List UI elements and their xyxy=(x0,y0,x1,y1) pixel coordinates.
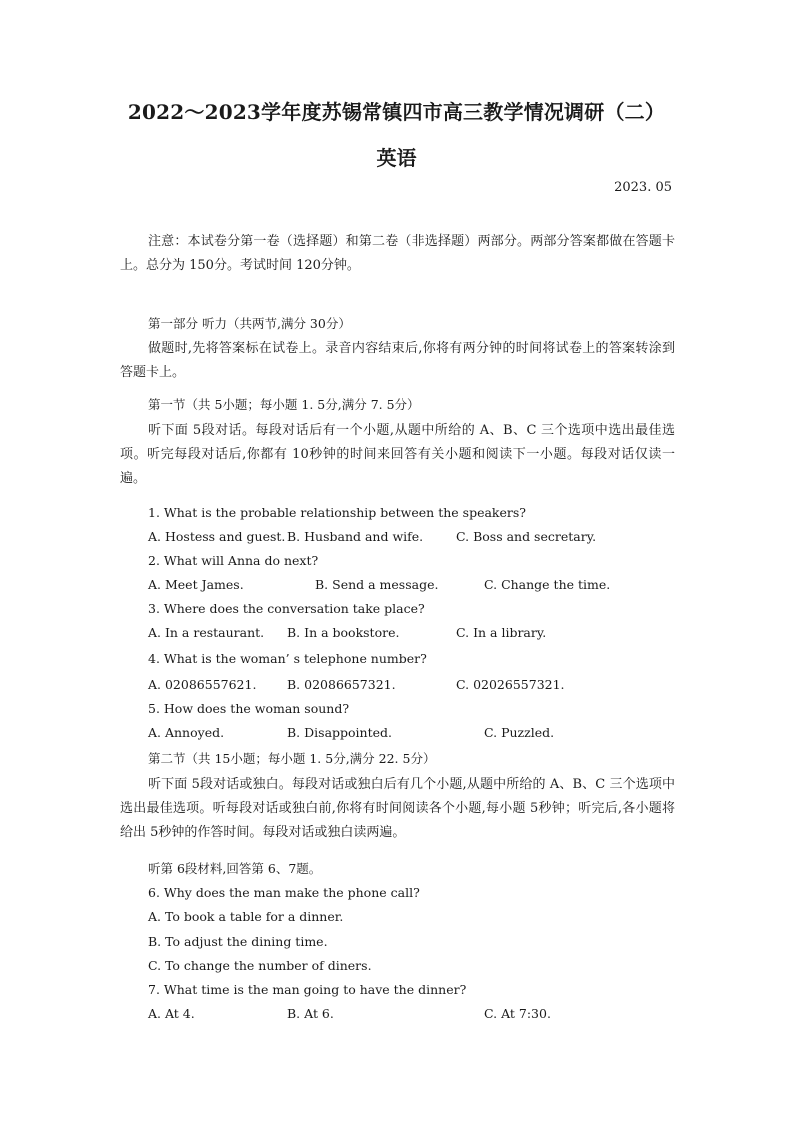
q2-option-b: B. Send a message. xyxy=(315,577,439,592)
subject-title: 英语 xyxy=(376,146,417,170)
question-1: 1. What is the probable relationship between the speakers? xyxy=(148,505,526,520)
question-6: 6. Why does the man make the phone call? xyxy=(148,885,420,900)
question-5: 5. How does the woman sound? xyxy=(148,701,350,716)
q7-option-a: A. At 4. xyxy=(148,1006,195,1021)
q3-option-a: A. In a restaurant. xyxy=(148,625,265,640)
question-7: 7. What time is the man going to have the dinner? xyxy=(148,982,467,997)
material-6-heading: 听第 6段材料,回答第 6、7题。 xyxy=(148,861,322,876)
q1-option-b: B. Husband and wife. xyxy=(287,529,424,544)
q6-option-c: C. To change the number of diners. xyxy=(148,958,372,973)
question-2: 2. What will Anna do next? xyxy=(148,553,319,568)
question-3: 3. Where does the conversation take place? xyxy=(148,601,425,616)
part1-instructions: 做题时,先将答案标在试卷上。录音内容结束后,你将有两分钟的时间将试卷上的答案转涂到答题卡上。 xyxy=(120,341,675,380)
q2-option-a: A. Meet James. xyxy=(148,577,244,592)
q6-option-b: B. To adjust the dining time. xyxy=(148,934,328,949)
section1-instructions: 听下面 5段对话。每段对话后有一个小题,从题中所给的 A、B、C 三个选项中选出最佳选项。听完每段对话后,你都有 10秒钟的时间来回答有关小题和阅读下一小题。每段对话仅读一遍。 xyxy=(120,423,675,486)
q2-option-c: C. Change the time. xyxy=(484,577,611,592)
notice-paragraph: 注意：本试卷分第一卷（选择题）和第二卷（非选择题）两部分。两部分答案都做在答题卡上。总分为 150分。考试时间 120分钟。 xyxy=(120,234,675,273)
exam-date: 2023. 05 xyxy=(614,180,672,195)
q5-option-b: B. Disappointed. xyxy=(287,725,392,740)
section1-heading: 第一节（共 5小题；每小题 1. 5分,满分 7. 5分） xyxy=(148,397,420,412)
q3-option-b: B. In a bookstore. xyxy=(287,625,400,640)
q4-option-b: B. 02086657321. xyxy=(287,677,396,692)
question-4: 4. What is the woman’ s telephone number? xyxy=(148,651,427,666)
q4-option-c: C. 02026557321. xyxy=(456,677,565,692)
section2-instructions: 听下面 5段对话或独白。每段对话或独白后有几个小题,从题中所给的 A、B、C 三个选项中选出最佳选项。听每段对话或独白前,你将有时间阅读各个小题,每小题 5秒钟；听完后,各小题将给出 5秒钟的作答时间。每段对话或独白读两遍。 xyxy=(120,777,675,840)
q6-option-a: A. To book a table for a dinner. xyxy=(148,909,344,924)
q3-option-c: C. In a library. xyxy=(456,625,547,640)
part1-heading: 第一部分 听力（共两节,满分 30分） xyxy=(148,316,351,331)
q1-option-c: C. Boss and secretary. xyxy=(456,529,597,544)
page-title: 2022～2023学年度苏锡常镇四市高三教学情况调研（二） xyxy=(127,100,666,124)
q1-option-a: A. Hostess and guest. xyxy=(148,529,286,544)
q5-option-c: C. Puzzled. xyxy=(484,725,555,740)
q4-option-a: A. 02086557621. xyxy=(148,677,257,692)
q7-option-b: B. At 6. xyxy=(287,1006,334,1021)
q5-option-a: A. Annoyed. xyxy=(148,725,225,740)
section2-heading: 第二节（共 15小题；每小题 1. 5分,满分 22. 5分） xyxy=(148,751,436,766)
q7-option-c: C. At 7:30. xyxy=(484,1006,551,1021)
